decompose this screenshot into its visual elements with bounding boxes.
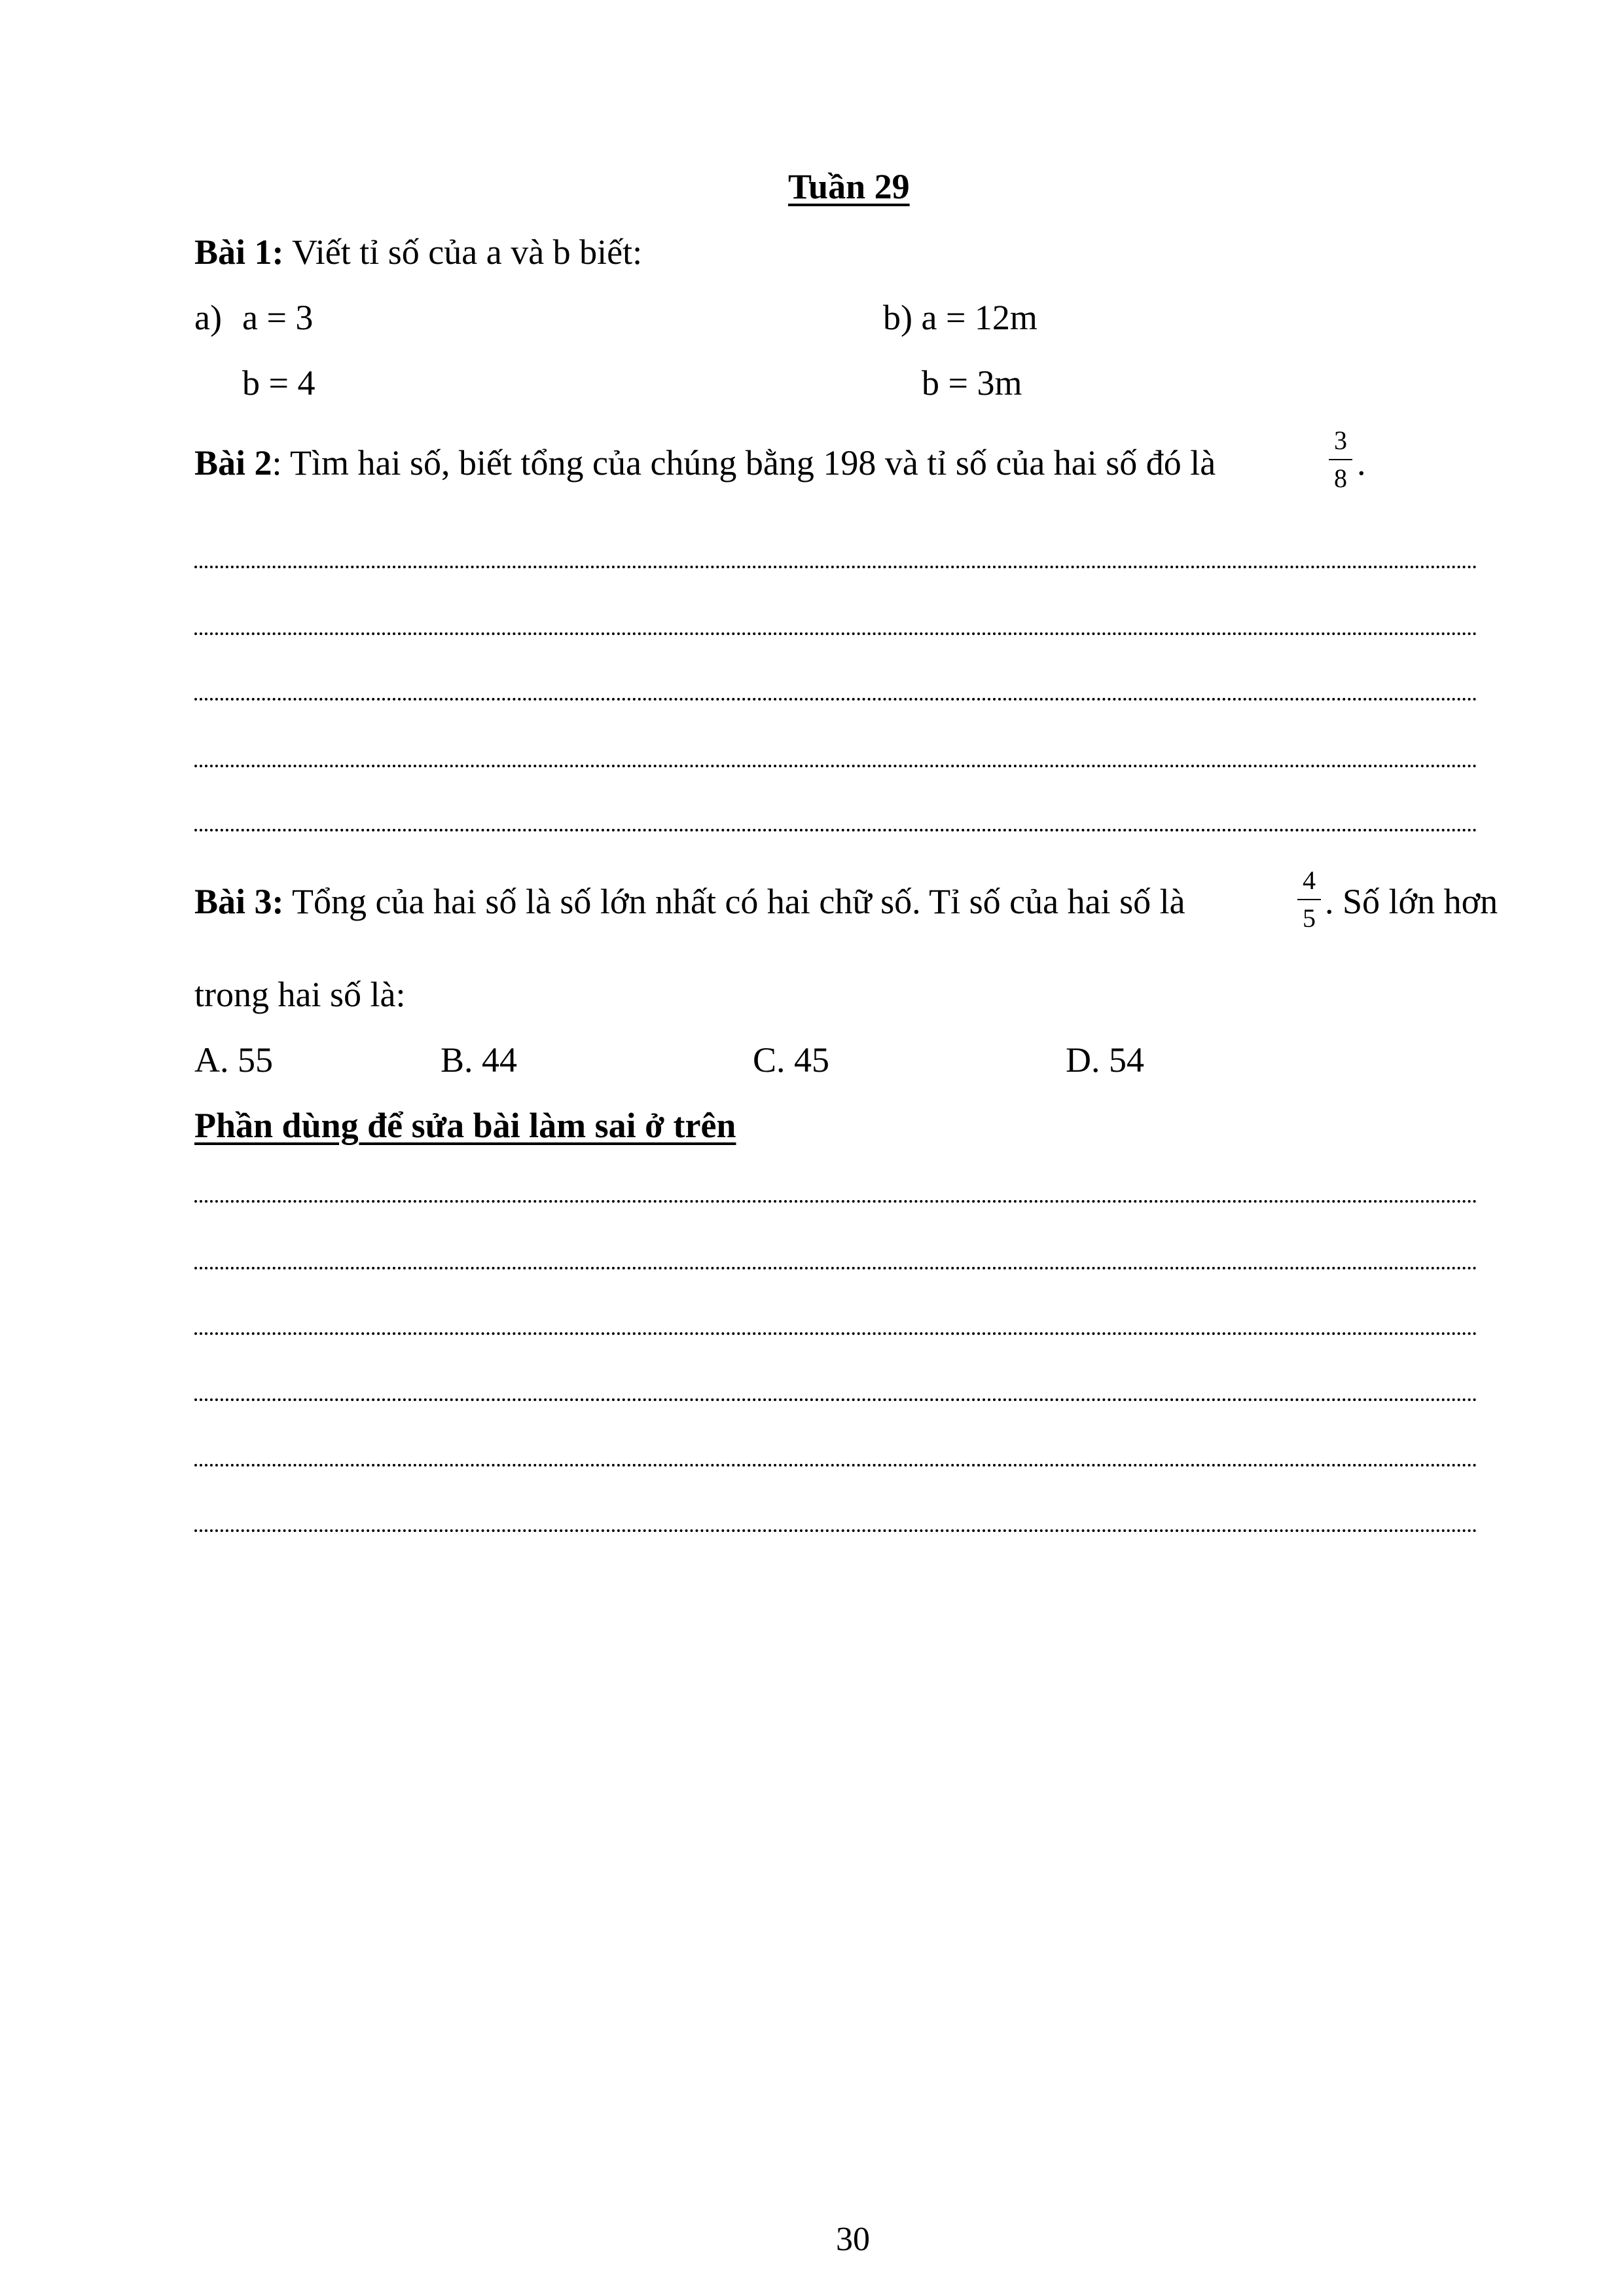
exercise-2-period: . [1357, 443, 1366, 483]
answer-line[interactable] [194, 765, 1477, 767]
exercise-2-label: Bài 2 [194, 443, 272, 483]
exercise-1-prompt [194, 234, 642, 270]
answer-line[interactable] [194, 698, 1477, 701]
correction-line[interactable] [194, 1200, 1477, 1203]
fraction-numerator: 4 [1303, 866, 1316, 895]
exercise-3-fraction [1296, 867, 1322, 932]
fraction-denominator: 5 [1303, 903, 1316, 933]
correction-heading: Phần dùng để sửa bài làm sai ở trên [194, 1106, 736, 1145]
answer-line[interactable] [194, 632, 1477, 635]
exercise-2-text: : Tìm hai số, biết tổng của chúng bằng 198 và tỉ số của hai số đó là [272, 443, 1216, 483]
exercise-1-part-a-line2: b = 4 [242, 363, 316, 403]
exercise-2-fraction [1327, 428, 1354, 492]
exercise-3-text: Tổng của hai số là số lớn nhất có hai chữ số. Tỉ số của hai số là [283, 882, 1185, 921]
correction-line[interactable] [194, 1332, 1477, 1335]
fraction-denominator: 8 [1334, 464, 1347, 493]
page-title: Tuần 29 [788, 167, 910, 206]
answer-line[interactable] [194, 829, 1477, 831]
page-number: 30 [836, 2221, 870, 2258]
correction-line[interactable] [194, 1529, 1477, 1532]
exercise-2-prompt [194, 445, 1216, 481]
correction-line[interactable] [194, 1267, 1477, 1269]
exercise-1-text: Viết tỉ số của a và b biết: [283, 232, 643, 272]
exercise-1-label: Bài 1: [194, 232, 284, 272]
exercise-1-part-b-line1: b) a = 12m [883, 298, 1038, 337]
correction-line[interactable] [194, 1464, 1477, 1467]
exercise-3-prompt [194, 884, 1185, 919]
exercise-3-label: Bài 3: [194, 882, 284, 921]
correction-line[interactable] [194, 1398, 1477, 1401]
answer-line[interactable] [194, 566, 1477, 568]
fraction-bar [1297, 899, 1321, 900]
exercise-1-part-a-line1: a = 3 [242, 298, 314, 337]
fraction-numerator: 3 [1334, 426, 1347, 455]
option-d[interactable]: D. 54 [1066, 1040, 1144, 1080]
option-a[interactable]: A. 55 [194, 1040, 273, 1080]
fraction-bar [1329, 459, 1352, 460]
exercise-1-part-b-line2: b = 3m [922, 363, 1022, 403]
exercise-3-prompt-end: . Số lớn hơn [1325, 882, 1498, 921]
exercise-1-part-a-label: a) [194, 298, 222, 337]
exercise-3-prompt-line2: trong hai số là: [194, 975, 406, 1014]
option-b[interactable]: B. 44 [441, 1040, 518, 1080]
option-c[interactable]: C. 45 [753, 1040, 830, 1080]
